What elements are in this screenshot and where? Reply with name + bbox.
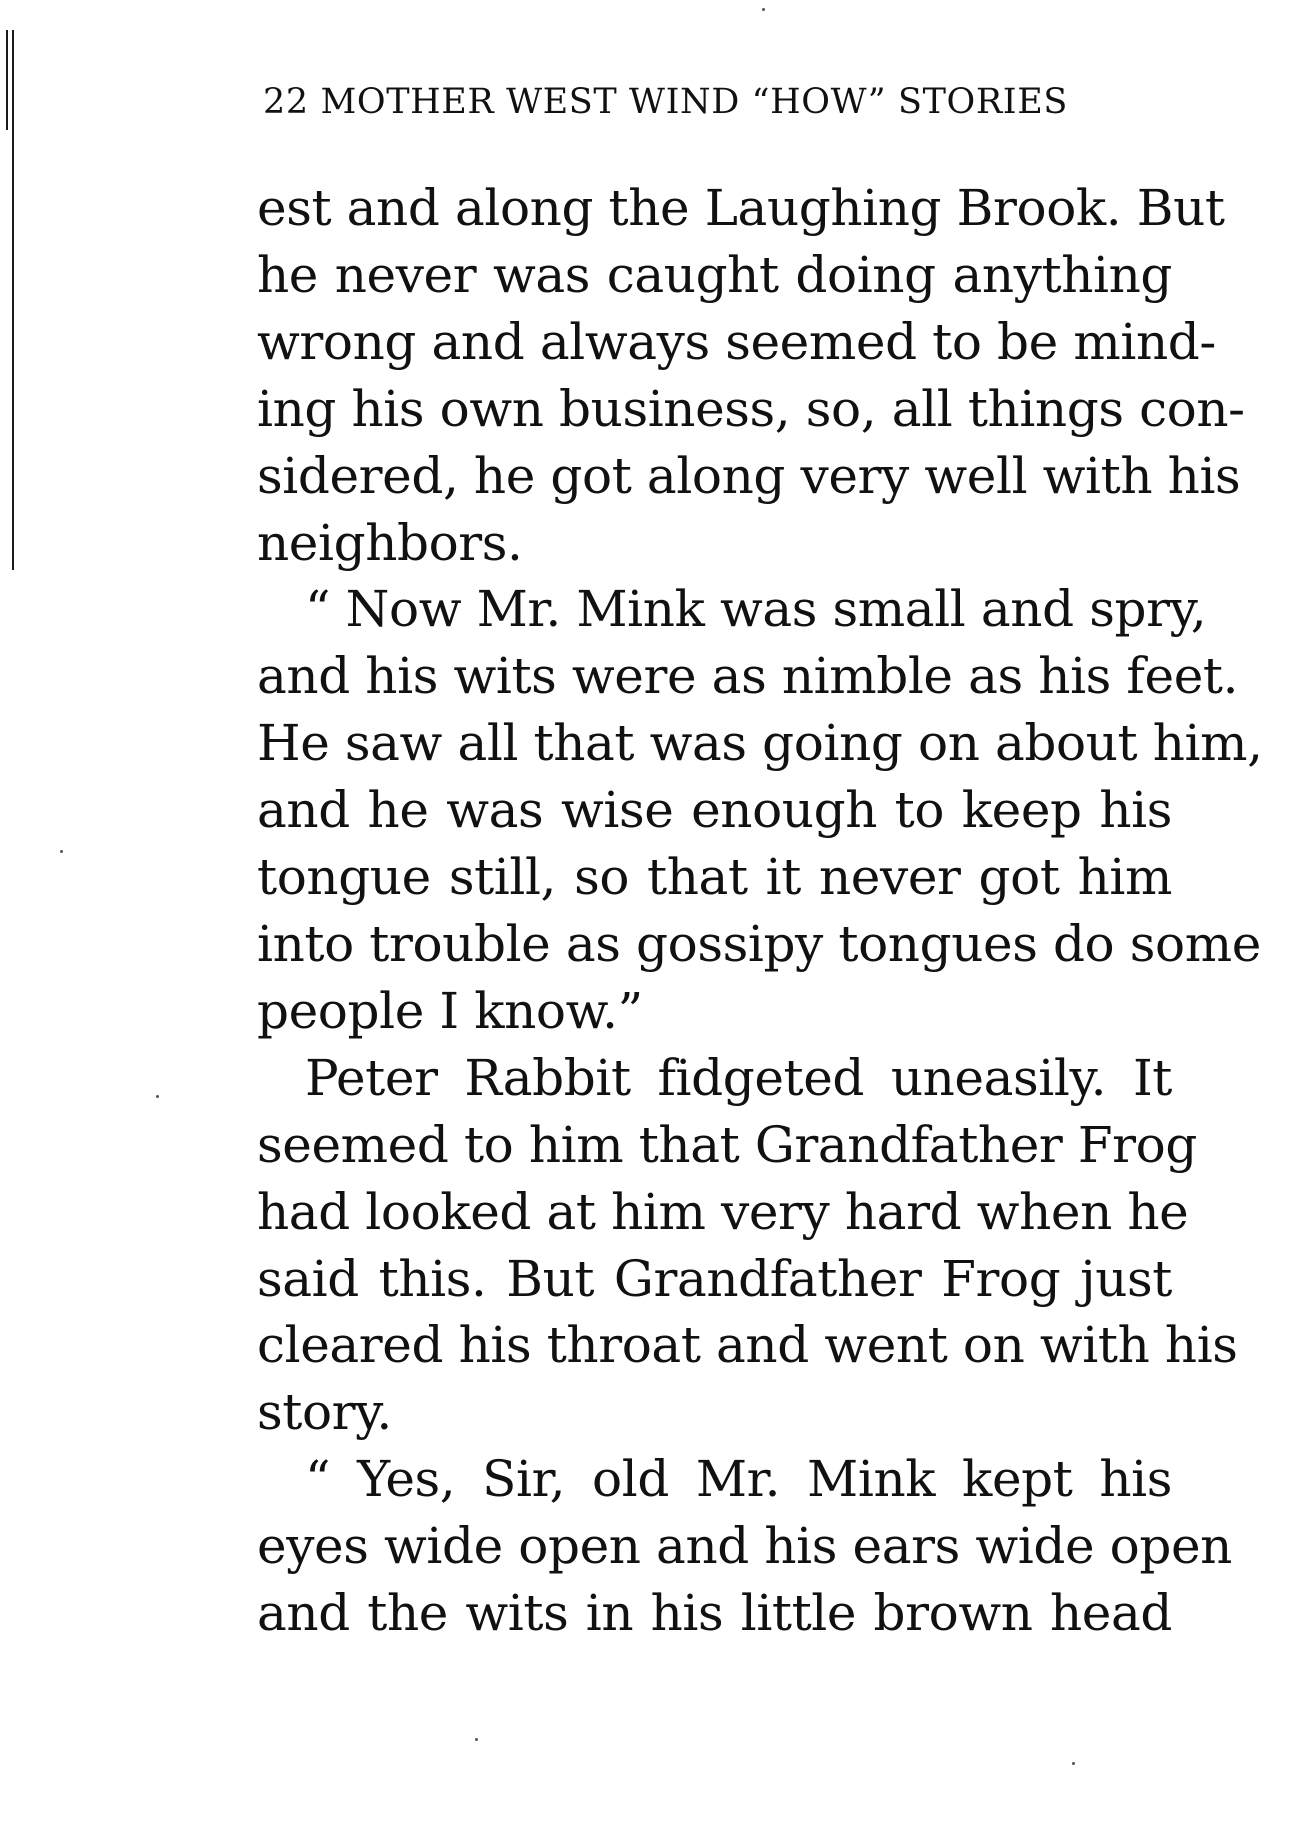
- text-line: cleared his throat and went on with his: [257, 1316, 1238, 1375]
- text-line: est and along the Laughing Brook. But: [257, 179, 1225, 237]
- text-line: neighbors.: [257, 513, 523, 572]
- text-line: said this. But Grandfather Frog just: [257, 1249, 1172, 1308]
- text-line: story.: [257, 1383, 392, 1442]
- paper-speck: [60, 850, 63, 853]
- running-head: 22 MOTHER WEST WIND “HOW” STORIES: [263, 82, 1068, 122]
- paragraph: [257, 175, 1245, 576]
- paper-speck: [762, 8, 765, 11]
- text-line: and the wits in his little brown head: [257, 1584, 1172, 1643]
- text-line: sidered, he got along very well with his: [257, 446, 1241, 505]
- text-line: “ Now Mr. Mink was small and spry,: [305, 580, 1207, 639]
- text-line: “ Yes, Sir, old Mr. Mink kept his: [305, 1450, 1172, 1509]
- text-line: tongue still, so that it never got him: [257, 848, 1172, 907]
- binding-edge-line: [12, 30, 14, 570]
- paragraph: [257, 1045, 1238, 1446]
- text-line: and he was wise enough to keep his: [257, 781, 1172, 840]
- paper-speck: [156, 1095, 159, 1098]
- paragraph: [257, 576, 1263, 1044]
- text-line: ing his own business, so, all things con-: [257, 379, 1245, 438]
- paper-speck: [1072, 1762, 1075, 1765]
- text-line: he never was caught doing anything: [257, 245, 1172, 304]
- text-line: Peter Rabbit fidgeted uneasily. It: [305, 1048, 1172, 1107]
- binding-edge-line: [6, 30, 8, 130]
- text-line: wrong and always seemed to be mind-: [257, 312, 1216, 371]
- paragraph: [257, 1446, 1232, 1647]
- text-line: had looked at him very hard when he: [257, 1182, 1189, 1241]
- text-line: and his wits were as nimble as his feet.: [257, 647, 1239, 706]
- text-line: He saw all that was going on about him,: [257, 714, 1263, 773]
- text-line: into trouble as gossipy tongues do some: [257, 914, 1261, 973]
- text-line: seemed to him that Grandfather Frog: [257, 1115, 1197, 1174]
- page-body: [257, 175, 1263, 1647]
- text-line: eyes wide open and his ears wide open: [257, 1517, 1232, 1576]
- text-line: people I know.”: [257, 981, 643, 1040]
- paper-speck: [475, 1738, 478, 1741]
